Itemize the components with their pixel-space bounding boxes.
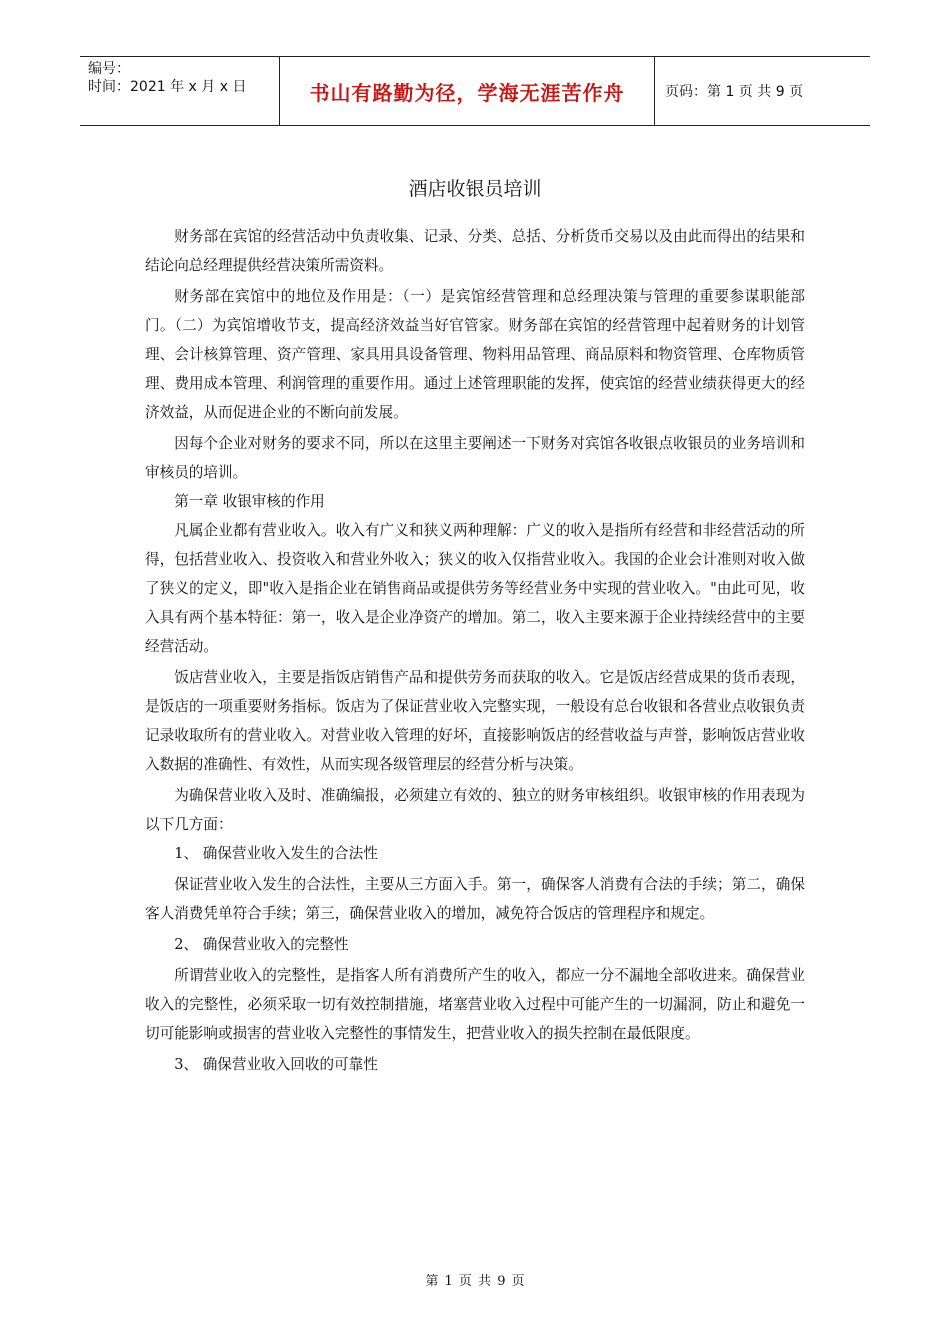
paragraph: 凡属企业都有营业收入。收入有广义和狭义两种理解：广义的收入是指所有经营和非经营活动的所得，包括营业收入、投资收入和营业外收入；狭义的收入仅指营业收入。我国的企业会计准则对收入做了狭义的定义，即"收入是指企业在销售商品或提供劳务等经营业务中实现的营业收入。"由此可见，收入具有两个基本特征：第一，收入是企业净资产的增加。第二，收入主要来源于企业持续经营中的主要经营活动。	[145, 522, 805, 655]
document-body	[145, 222, 805, 1079]
document-title: 酒店收银员培训	[408, 178, 542, 200]
section-heading: 1、 确保营业收入发生的合法性	[174, 845, 378, 862]
paragraph: 饭店营业收入，主要是指饭店销售产品和提供劳务而获取的收入。它是饭店经营成果的货币表现，是饭店的一项重要财务指标。饭店为了保证营业收入完整实现，一般设有总台收银和各营业点收银负责记录收取所有的营业收入。对营业收入管理的好坏，直接影响饭店的经营收益与声誉，影响饭店营业收入数据的准确性、有效性，从而实现各级管理层的经营分析与决策。	[145, 669, 805, 773]
document-date: 时间：2021 年 x 月 x 日	[88, 79, 247, 95]
paragraph: 财务部在宾馆的经营活动中负责收集、记录、分类、总括、分析货币交易以及由此而得出的结果和结论向总经理提供经营决策所需资料。	[145, 228, 805, 274]
header-motto: 书山有路勤为径，学海无涯苦作舟	[280, 57, 655, 125]
section-heading: 3、 确保营业收入回收的可靠性	[174, 1056, 378, 1073]
chapter-heading: 第一章 收银审核的作用	[174, 493, 325, 510]
header-page-info: 页码：第 1 页 共 9 页	[665, 84, 804, 100]
paragraph: 为确保营业收入及时、准确编报，必须建立有效的、独立的财务审核组织。收银审核的作用表现为以下几方面：	[145, 787, 805, 833]
paragraph: 保证营业收入发生的合法性，主要从三方面入手。第一，确保客人消费有合法的手续；第二，确保客人消费凭单符合手续；第三，确保营业收入的增加，减免符合饭店的管理程序和规定。	[145, 876, 805, 922]
paragraph: 因每个企业对财务的要求不同，所以在这里主要阐述一下财务对宾馆各收银点收银员的业务培训和审核员的培训。	[145, 435, 805, 481]
page-footer: 第 1 页 共 9 页	[425, 1274, 525, 1289]
document-number-label: 编号：	[88, 61, 130, 77]
paragraph: 财务部在宾馆中的地位及作用是：（一）是宾馆经营管理和总经理决策与管理的重要参谋职能部门。（二）为宾馆增收节支，提高经济效益当好官管家。财务部在宾馆的经营管理中起着财务的计划管理、会计核算管理、资产管理、家具用具设备管理、物料用品管理、商品原料和物资管理、仓库物质管理、费用成本管理、利润管理的重要作用。通过上述管理职能的发挥，使宾馆的经营业绩获得更大的经济效益，从而促进企业的不断向前发展。	[145, 288, 805, 421]
page-header	[80, 56, 870, 126]
section-heading: 2、 确保营业收入的完整性	[174, 936, 349, 953]
paragraph: 所谓营业收入的完整性，是指客人所有消费所产生的收入，都应一分不漏地全部收进来。确保营业收入的完整性，必须采取一切有效控制措施，堵塞营业收入过程中可能产生的一切漏洞，防止和避免一切可能影响或损害的营业收入完整性的事情发生，把营业收入的损失控制在最低限度。	[145, 967, 805, 1042]
header-meta	[80, 57, 280, 125]
